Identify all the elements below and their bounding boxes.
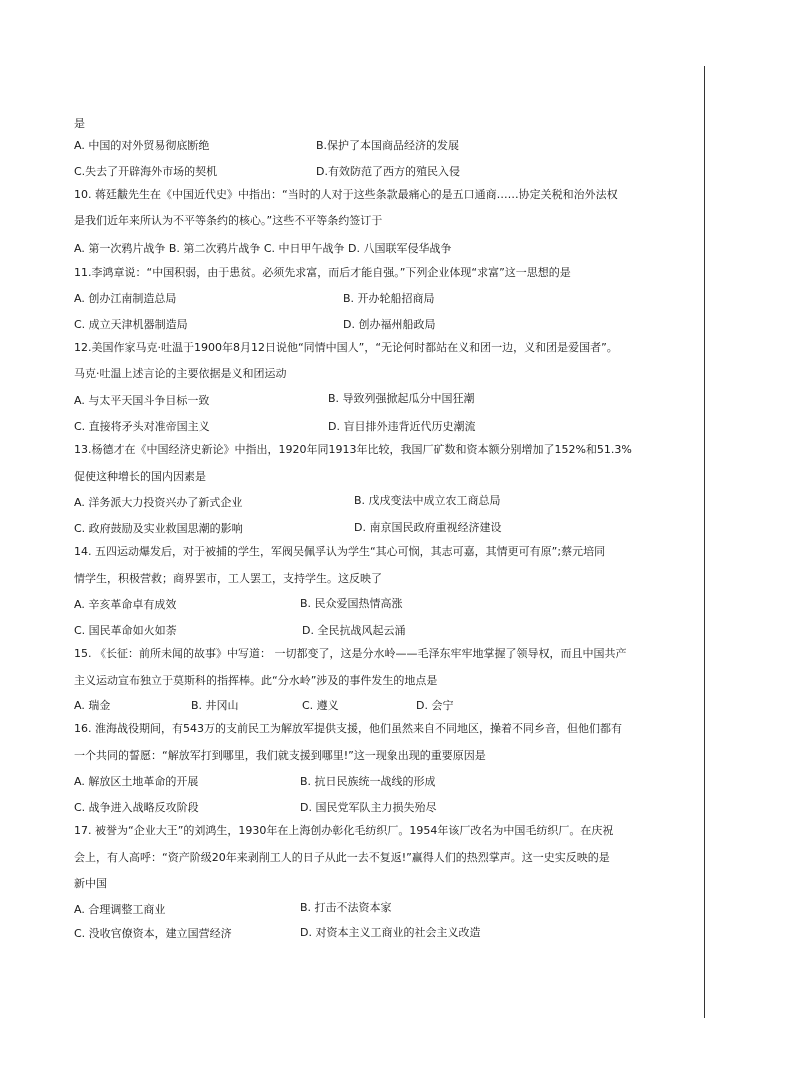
q14-option-b: B. 民众爱国热情高涨 bbox=[300, 597, 403, 610]
q9-option-b: B.保护了本国商品经济的发展 bbox=[316, 139, 460, 152]
q16-option-a: A. 解放区土地革命的开展 bbox=[74, 775, 199, 788]
q9-option-d: D.有效防范了西方的殖民入侵 bbox=[316, 165, 460, 178]
q9-option-a: A. 中国的对外贸易彻底断绝 bbox=[74, 139, 210, 152]
q14-stem-2: 情学生，积极营救；商界罢市，工人罢工，支持学生。这反映了 bbox=[74, 572, 382, 585]
q11-option-b: B. 开办轮船招商局 bbox=[343, 292, 435, 305]
line-continuation: 是 bbox=[74, 117, 85, 130]
q13-option-b: B. 戊戌变法中成立农工商总局 bbox=[354, 494, 501, 507]
q17-option-b: B. 打击不法资本家 bbox=[300, 901, 392, 914]
q13-stem-1: 13.杨德才在《中国经济史新论》中指出，1920年同1913年比较，我国厂矿数和资本额分别增加了152%和51.3% bbox=[74, 443, 632, 456]
q12-option-b: B. 导致列强掀起瓜分中国狂潮 bbox=[328, 392, 475, 405]
q16-stem-2: 一个共同的誓愿：“解放军打到哪里，我们就支援到哪里!”这一现象出现的重要原因是 bbox=[74, 749, 486, 762]
q16-option-d: D. 国民党军队主力损失殆尽 bbox=[300, 801, 437, 814]
q15-option-d: D. 会宁 bbox=[416, 699, 454, 712]
q15-stem-2: 主义运动宣布独立于莫斯科的指挥棒。此“分水岭”涉及的事件发生的地点是 bbox=[74, 674, 438, 687]
q11-option-a: A. 创办江南制造总局 bbox=[74, 292, 177, 305]
q14-stem-1: 14. 五四运动爆发后，对于被捕的学生，军阀吴佩孚认为学生“其心可悯，其志可嘉，其情更可有原”;蔡元培同 bbox=[74, 545, 606, 558]
q14-option-c: C. 国民革命如火如荼 bbox=[74, 624, 177, 637]
q17-option-c: C. 没收官僚资本，建立国营经济 bbox=[74, 927, 232, 940]
q14-option-d: D. 全民抗战风起云涌 bbox=[302, 624, 406, 637]
q14-option-a: A. 辛亥革命卓有成效 bbox=[74, 598, 177, 611]
q16-option-b: B. 抗日民族统一战线的形成 bbox=[300, 775, 436, 788]
q9-option-c: C.失去了开辟海外市场的契机 bbox=[74, 165, 218, 178]
q17-stem-2: 会上，有人高呼：“资产阶级20年来剥削工人的日子从此一去不复返!”赢得人们的热烈掌声。这一史实反映的是 bbox=[74, 851, 610, 864]
q13-option-a: A. 洋务派大力投资兴办了新式企业 bbox=[74, 496, 243, 509]
q15-option-c: C. 遵义 bbox=[302, 699, 339, 712]
q13-option-d: D. 南京国民政府重视经济建设 bbox=[354, 521, 502, 534]
q10-stem-2: 是我们近年来所认为不平等条约的核心。”这些不平等条约签订于 bbox=[74, 214, 383, 227]
q12-option-c: C. 直接将矛头对准帝国主义 bbox=[74, 420, 210, 433]
q15-option-b: B. 井冈山 bbox=[191, 699, 239, 712]
q15-stem-1: 15. 《长征：前所未闻的故事》中写道： 一切都变了，这是分水岭——毛泽东牢牢地掌握了领导权，而且中国共产 bbox=[74, 647, 627, 660]
q16-stem-1: 16. 淮海战役期间，有543万的支前民工为解放军提供支援，他们虽然来自不同地区，操着不同乡音，但他们都有 bbox=[74, 722, 622, 735]
q13-stem-2: 促使这种增长的国内因素是 bbox=[74, 470, 206, 483]
q11-stem: 11.李鸿章说：“中国积弱，由于患贫。必须先求富，而后才能自强。”下列企业体现“求富”这一思想的是 bbox=[74, 266, 571, 279]
q10-options: A. 第一次鸦片战争 B. 第二次鸦片战争 C. 中日甲午战争 D. 八国联军侵华战争 bbox=[74, 242, 452, 255]
q17-option-a: A. 合理调整工商业 bbox=[74, 903, 166, 916]
q16-option-c: C. 战争进入战略反攻阶段 bbox=[74, 801, 199, 814]
q10-stem-1: 10. 蒋廷黻先生在《中国近代史》中指出：“当时的人对于这些条款最痛心的是五口通商……协定关税和治外法权 bbox=[74, 188, 618, 201]
q15-option-a: A. 瑞金 bbox=[74, 699, 111, 712]
q13-option-c: C. 政府鼓励及实业救国思潮的影响 bbox=[74, 522, 243, 535]
q12-option-a: A. 与太平天国斗争目标一致 bbox=[74, 394, 210, 407]
q17-stem-1: 17. 被誉为“企业大王”的刘鸿生，1930年在上海创办彰化毛纺织厂。1954年该厂改名为中国毛纺织厂。在庆祝 bbox=[74, 824, 614, 837]
q12-option-d: D. 盲目排外违背近代历史潮流 bbox=[328, 420, 476, 433]
q12-stem-2: 马克·吐温上述言论的主要依据是义和团运动 bbox=[74, 367, 287, 380]
q17-option-d: D. 对资本主义工商业的社会主义改造 bbox=[300, 926, 481, 939]
margin-line bbox=[704, 66, 705, 1018]
q11-option-d: D. 创办福州船政局 bbox=[343, 318, 436, 331]
q12-stem-1: 12.美国作家马克·吐温于1900年8月12日说他“同情中国人”，“无论何时都站在义和团一边，义和团是爱国者”。 bbox=[74, 341, 618, 354]
q17-stem-3: 新中国 bbox=[74, 877, 107, 890]
q11-option-c: C. 成立天津机器制造局 bbox=[74, 318, 188, 331]
